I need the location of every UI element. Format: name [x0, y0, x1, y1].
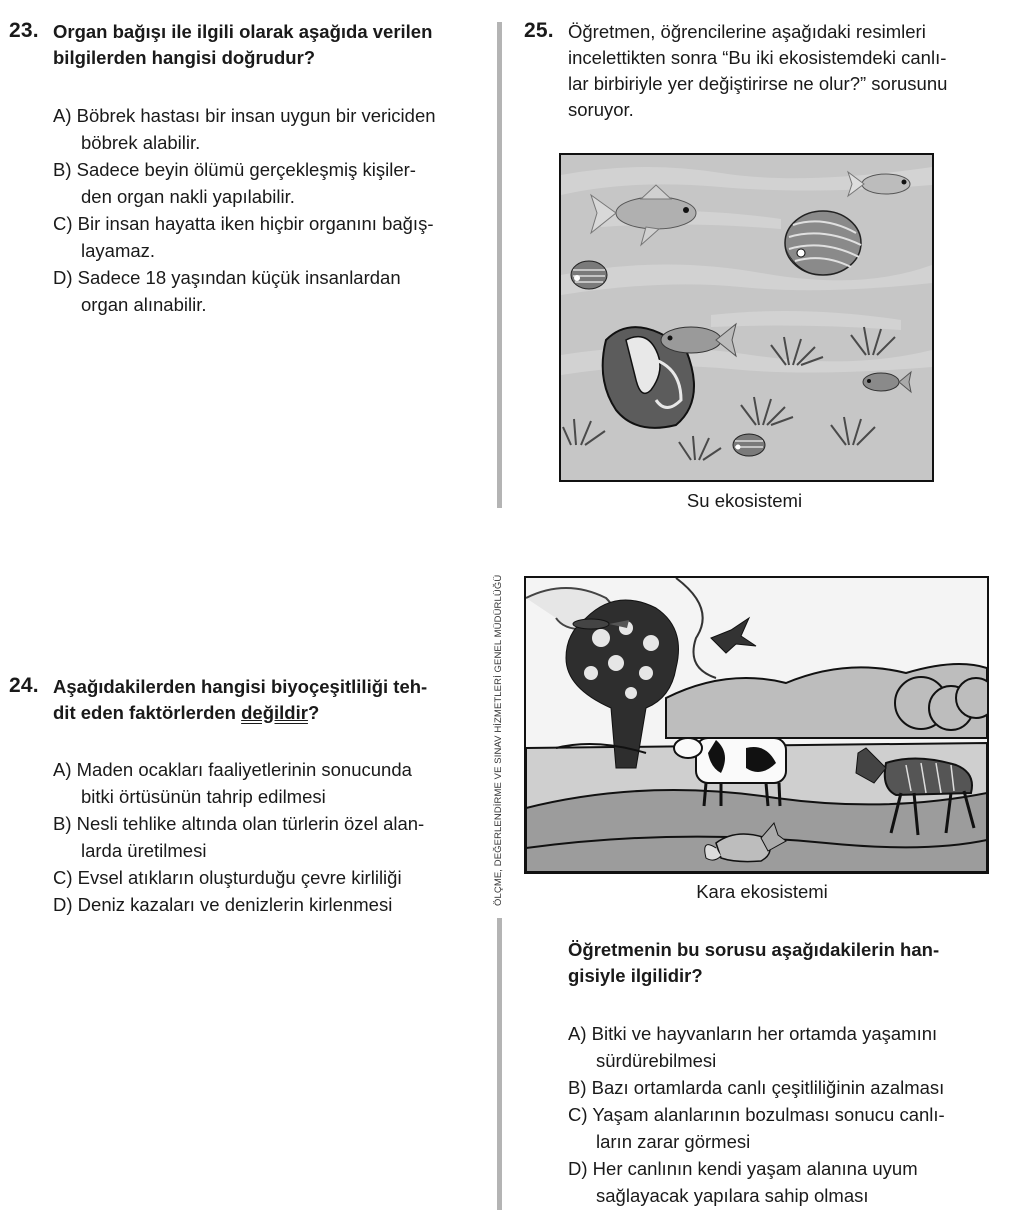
column-divider-lower — [497, 918, 502, 1210]
q25-option-d-line1: Her canlının kendi yaşam alanına uyum — [592, 1158, 918, 1179]
q23-option-c[interactable] — [53, 210, 436, 264]
q25-option-a-line1: Bitki ve hayvanların her ortamda yaşamını — [591, 1023, 938, 1044]
q24-stem-line2-post: ? — [307, 702, 320, 723]
q25-question — [568, 937, 939, 989]
land-ecosystem-caption: Kara ekosistemi — [696, 881, 828, 902]
water-ecosystem-image — [559, 153, 934, 482]
q25-option-c-line2: ların zarar görmesi — [596, 1131, 751, 1152]
q24-stem-line2 — [53, 700, 427, 726]
q25-question-line2: gisiyle ilgilidir? — [568, 965, 703, 986]
q23-number: 23. — [9, 19, 39, 42]
q23-stem-line1: Organ bağışı ile ilgili olarak aşağıda verilen — [53, 21, 433, 42]
q25-option-a-line2: sürdürebilmesi — [596, 1050, 717, 1071]
q24-option-a-key: A) — [53, 759, 72, 780]
q25-option-c-line1: Yaşam alanlarının bozulması sonucu canlı- — [592, 1104, 945, 1125]
q23-option-a-key: A) — [53, 105, 72, 126]
q24-option-c-key: C) — [53, 867, 73, 888]
q24-stem-line2-pre: dit eden faktörlerden — [53, 702, 242, 723]
q23-option-d-line1: Sadece 18 yaşından küçük insanlardan — [77, 267, 401, 288]
q24-option-b-line2: larda üretilmesi — [81, 840, 207, 861]
q25-intro — [568, 19, 947, 123]
q24-options — [53, 756, 424, 918]
q24-number: 24. — [9, 674, 39, 697]
q24-option-a-line1: Maden ocakları faaliyetlerinin sonucunda — [76, 759, 412, 780]
q23-option-c-line2: layamaz. — [81, 240, 156, 261]
land-ecosystem-image — [524, 576, 989, 874]
q24-option-d-line1: Deniz kazaları ve denizlerin kirlenmesi — [77, 894, 393, 915]
q24-option-a[interactable] — [53, 756, 424, 810]
q25-intro-line4: soruyor. — [568, 99, 634, 120]
q23-option-b-line2: den organ nakli yapılabilir. — [81, 186, 295, 207]
q23-option-b[interactable] — [53, 156, 436, 210]
column-divider — [497, 22, 502, 508]
q25-option-a-key: A) — [568, 1023, 587, 1044]
q24-option-a-line2: bitki örtüsünün tahrip edilmesi — [81, 786, 326, 807]
q23-options — [53, 102, 436, 318]
q24-stem — [53, 674, 427, 726]
q25-option-c-key: C) — [568, 1104, 588, 1125]
q25-option-c[interactable] — [568, 1101, 945, 1155]
q25-option-b[interactable] — [568, 1074, 945, 1101]
q24-option-b-key: B) — [53, 813, 72, 834]
q25-option-a[interactable] — [568, 1020, 945, 1074]
q23-stem-line2: bilgilerden hangisi doğrudur? — [53, 47, 316, 68]
q24-stem-line1: Aşağıdakilerden hangisi biyoçeşitliliği teh- — [53, 676, 428, 697]
q24-option-d-key: D) — [53, 894, 73, 915]
q25-options — [568, 1020, 945, 1209]
q23-option-d-line2: organ alınabilir. — [81, 294, 207, 315]
q24-option-b-line1: Nesli tehlike altında olan türlerin özel alan- — [76, 813, 425, 834]
q24-option-c-line1: Evsel atıkların oluşturduğu çevre kirliliği — [77, 867, 402, 888]
q23-option-a-line2: böbrek alabilir. — [81, 132, 201, 153]
q23-option-c-key: C) — [53, 213, 73, 234]
q25-option-b-key: B) — [568, 1077, 587, 1098]
q24-option-b[interactable] — [53, 810, 424, 864]
q24-option-d[interactable] — [53, 891, 424, 918]
q25-intro-line2: incelettikten sonra “Bu iki ekosistemdeki canlı- — [568, 47, 947, 68]
q23-option-a-line1: Böbrek hastası bir insan uygun bir vericiden — [76, 105, 436, 126]
q25-number: 25. — [524, 19, 554, 42]
q25-option-d-key: D) — [568, 1158, 588, 1179]
q24-stem-underlined-word: değildir — [241, 702, 308, 723]
q23-option-b-line1: Sadece beyin ölümü gerçekleşmiş kişiler- — [76, 159, 416, 180]
side-publisher-label: ÖLÇME, DEĞERLENDİRME VE SINAV HİZMETLERİ GENEL MÜDÜRLÜĞÜ — [493, 574, 504, 906]
q24-option-c[interactable] — [53, 864, 424, 891]
water-ecosystem-caption: Su ekosistemi — [686, 490, 803, 511]
q25-question-line1: Öğretmenin bu sorusu aşağıdakilerin han- — [568, 939, 940, 960]
q23-option-c-line1: Bir insan hayatta iken hiçbir organını bağış- — [77, 213, 434, 234]
q23-stem — [53, 19, 432, 71]
q25-option-b-line1: Bazı ortamlarda canlı çeşitliliğinin azalması — [591, 1077, 945, 1098]
q25-intro-line1: Öğretmen, öğrencilerine aşağıdaki resimleri — [568, 21, 926, 42]
q23-option-d-key: D) — [53, 267, 73, 288]
land-ecosystem-drawing — [526, 578, 987, 872]
q25-intro-line3: lar birbiriyle yer değiştirirse ne olur?” sorusunu — [568, 73, 948, 94]
q23-option-a[interactable] — [53, 102, 436, 156]
q25-option-d-line2: sağlayacak yapılara sahip olması — [596, 1185, 869, 1206]
q23-option-d[interactable] — [53, 264, 436, 318]
q25-option-d[interactable] — [568, 1155, 945, 1209]
water-ecosystem-drawing — [561, 155, 932, 480]
q23-option-b-key: B) — [53, 159, 72, 180]
